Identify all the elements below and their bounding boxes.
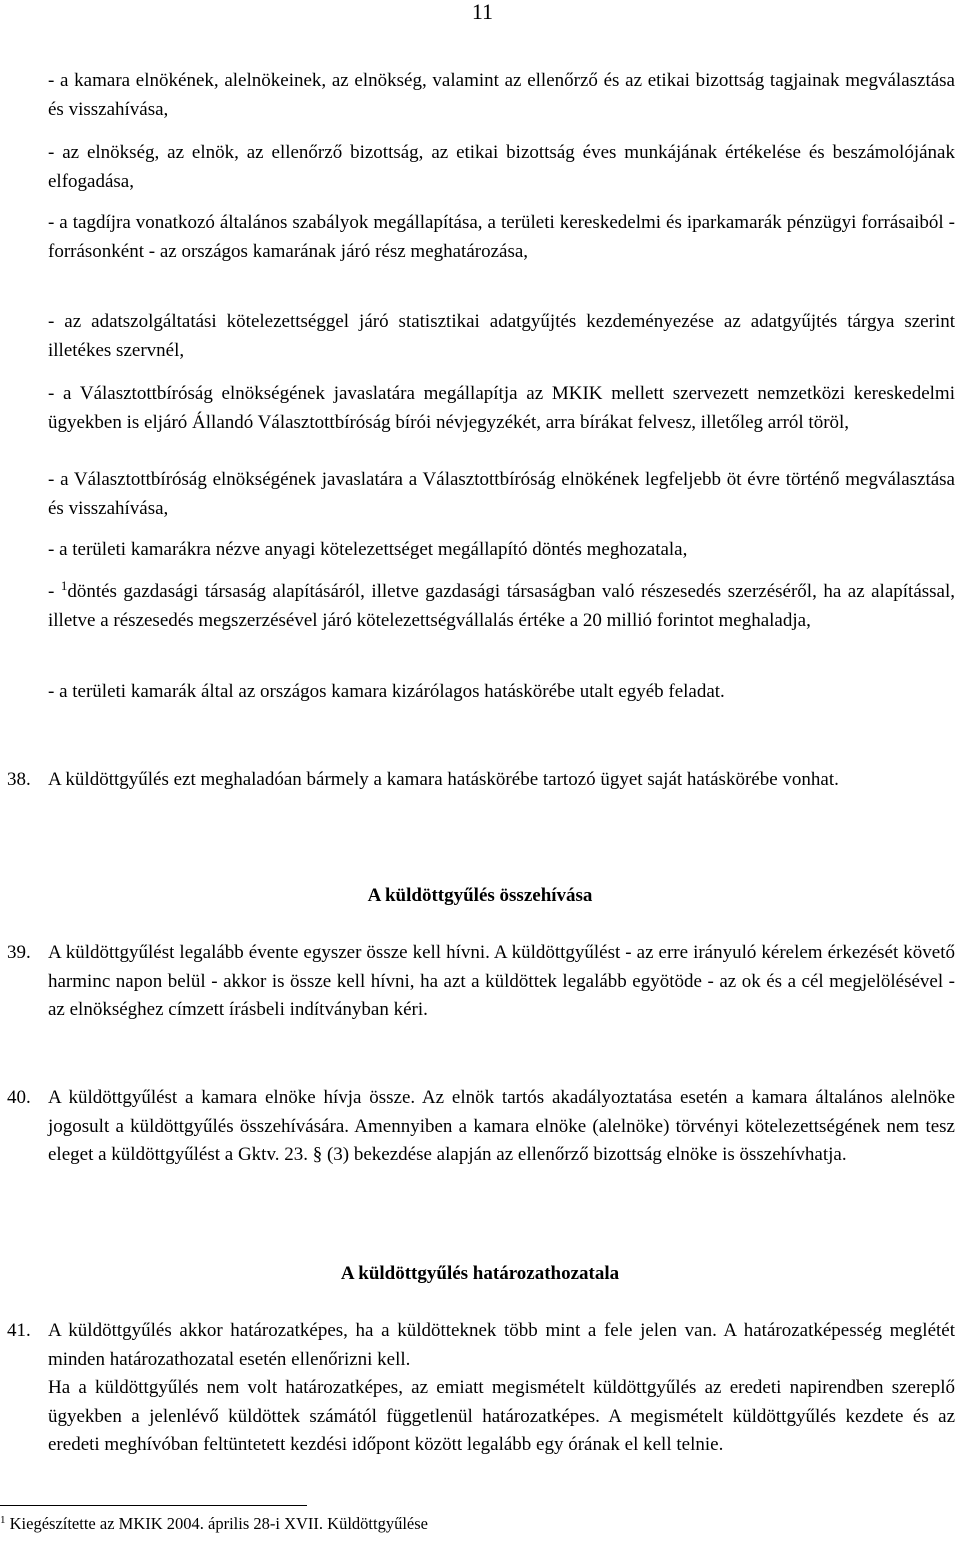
list-item: - a területi kamarák által az országos kamara kizárólagos hatáskörébe utalt egyéb feladat. (48, 681, 725, 702)
footnote-ref: 1 (60, 578, 68, 593)
list-item: - a tagdíjra vonatkozó általános szabályok megállapítása, a területi kereskedelmi és iparkamarák pénzügyi forrásaiból - forrásonként - az országos kamarának járó rész meghatározása, (48, 212, 955, 262)
paragraph-text: A küldöttgyűlést legalább évente egyszer össze kell hívni. A küldöttgyűlést - az erre irányuló kérelem érkezését követő harminc napon belül - akkor is össze kell hívni, ha azt a küldöttek legalább egyötöde - az ok és a cél megjelölésével - az elnökséghez címzett írásbeli indítványban kéri. (48, 942, 955, 1021)
paragraph-number: 41. (7, 1320, 31, 1341)
list-item: - a területi kamarákra nézve anyagi kötelezettséget megállapító döntés meghozatala, (48, 539, 688, 560)
paragraph-number: 39. (7, 942, 31, 963)
paragraph-number: 40. (7, 1087, 31, 1108)
section-heading: A küldöttgyűlés összehívása (367, 885, 593, 906)
list-item: - a Választottbíróság elnökségének javaslatára a Választottbíróság elnökének legfeljebb öt évre történő megválasztása és visszahívása, (48, 469, 955, 519)
item-prefix: - (48, 581, 61, 602)
footnote-divider (0, 1505, 307, 1506)
item-text: döntés gazdasági társaság alapításáról, illetve gazdasági társaságban való részesedés szerzéséről, ha az alapítással, illetve a részesedés megszerzésével járó kötelezettségvállalás értéke a 20 millió forintot meghaladja, (48, 581, 956, 631)
paragraph-38 (7, 766, 955, 795)
paragraph-text-continued: Ha a küldöttgyűlés nem volt határozatképes, az emiatt megismételt küldöttgyűlés az eredeti napirendben szereplő ügyekben a jelenlévő küldöttek számától függetlenül határozatképes. A megismételt küldöttgyűlés kezdete és az eredeti meghívóban feltüntetett kezdési időpont között legalább egy órának el kell telnie. (48, 1377, 955, 1456)
list-item: - a kamara elnökének, alelnökeinek, az elnökség, valamint az ellenőrző és az etikai bizottság tagjainak megválasztása és visszahívása, (48, 70, 955, 120)
footnote (0, 1514, 428, 1534)
paragraph-40 (7, 1084, 955, 1170)
paragraph-text: A küldöttgyűlés akkor határozatképes, ha a küldötteknek több mint a fele jelen van. A határozatképesség meglétét minden határozathozatal esetén ellenőrizni kell. (48, 1320, 955, 1370)
list-item-with-footnote (48, 578, 955, 635)
paragraph-41 (7, 1317, 955, 1460)
list-item: - az adatszolgáltatási kötelezettséggel járó statisztikai adatgyűjtés kezdeményezése az adatgyűjtés tárgya szerint illetékes szervnél, (48, 311, 955, 361)
list-item: - a Választottbíróság elnökségének javaslatára megállapítja az MKIK mellett szervezett nemzetközi kereskedelmi ügyekben is eljáró Állandó Választottbíróság bírói névjegyzékét, arra bírákat felvesz, illetőleg arról töröl, (48, 383, 955, 433)
list-item: - az elnökség, az elnök, az ellenőrző bizottság, az etikai bizottság éves munkájának értékelése és beszámolójának elfogadása, (48, 142, 955, 192)
paragraph-text: A küldöttgyűlést a kamara elnöke hívja össze. Az elnök tartós akadályoztatása esetén a kamara általános alelnöke jogosult a küldöttgyűlés összehívására. Amennyiben a kamara elnöke (alelnöke) törvényi kötelezettségének nem tesz eleget a küldöttgyűlést a Gktv. 23. § (3) bekezdése alapján az ellenőrző bizottság elnöke is összehívhatja. (48, 1087, 955, 1166)
page-number: 11 (471, 0, 493, 24)
paragraph-number: 38. (7, 769, 31, 790)
footnote-text: Kiegészítette az MKIK 2004. április 28-i XVII. Küldöttgyűlése (5, 1514, 428, 1533)
paragraph-text: A küldöttgyűlés ezt meghaladóan bármely a kamara hatáskörébe tartozó ügyet saját hatáskörébe vonhat. (48, 769, 839, 790)
footnote-marker: 1 (0, 1514, 6, 1526)
paragraph-39 (7, 939, 955, 1025)
section-heading: A küldöttgyűlés határozathozatala (340, 1263, 620, 1284)
